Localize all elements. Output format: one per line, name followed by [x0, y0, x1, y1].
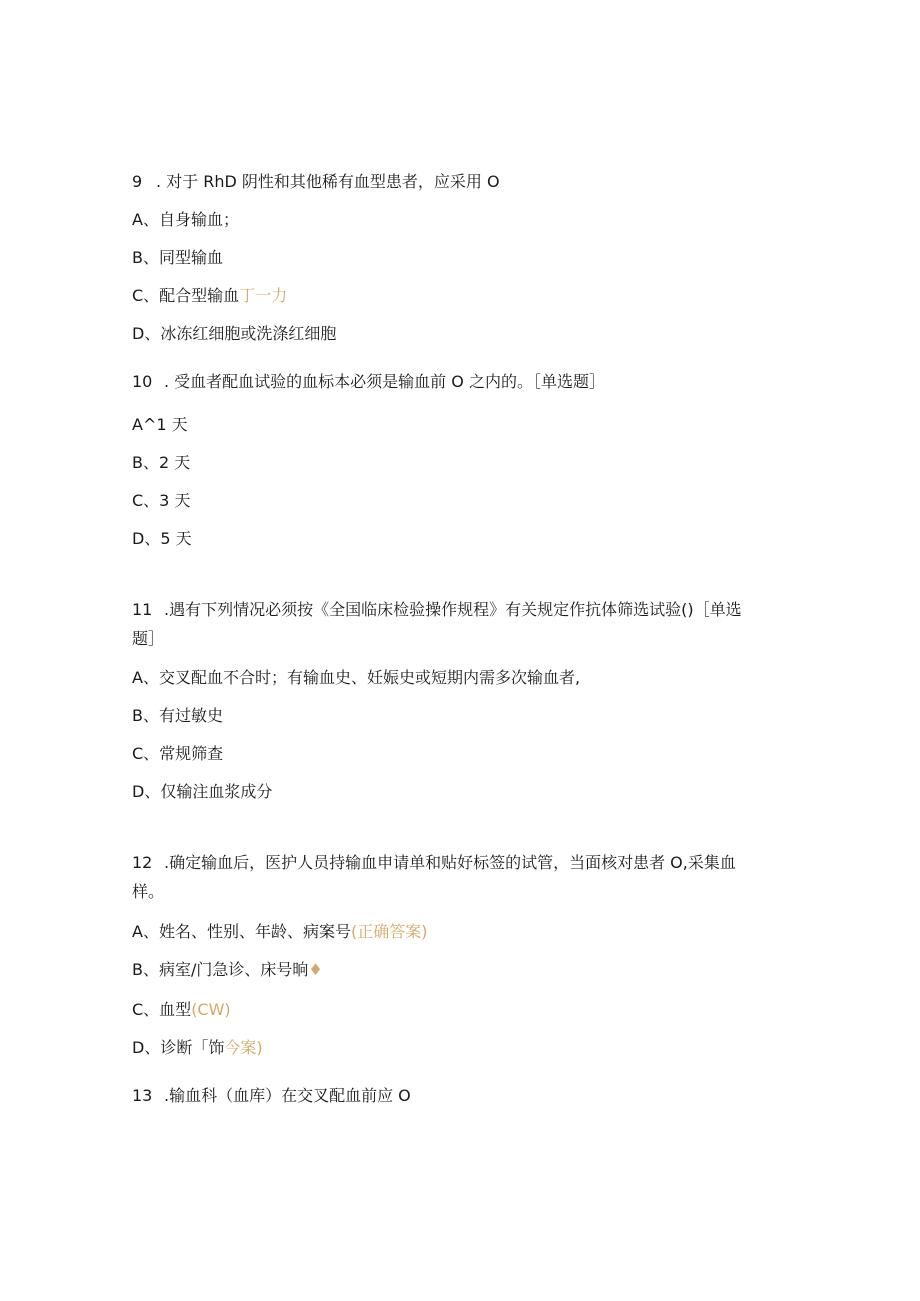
- option-text: B、同型输血: [132, 248, 223, 267]
- question-12-title: [132, 853, 736, 873]
- answer-mark: ♦: [308, 960, 323, 979]
- option-text: C、配合型输血: [132, 286, 240, 305]
- question-text: . 受血者配血试验的血标本必须是输血前 O 之内的。［单选题］: [164, 372, 605, 391]
- answer-mark: (正确答案): [350, 922, 428, 941]
- question-text: .遇有下列情况必须按《全国临床检验操作规程》有关规定作抗体筛选试验()［单选: [164, 600, 742, 619]
- option-text: B、2 天: [132, 453, 191, 472]
- question-12-option-a: [132, 922, 427, 942]
- question-11-title: [132, 600, 742, 620]
- question-11-option-c: [132, 744, 223, 764]
- question-number: 11: [132, 600, 153, 619]
- option-text: A、交叉配血不合时；有输血史、妊娠史或短期内需多次输血者,: [132, 668, 581, 687]
- question-text: . 对于 RhD 阴性和其他稀有血型患者，应采用 O: [156, 172, 500, 191]
- question-10-option-c: [132, 491, 190, 511]
- question-9-option-c: [132, 286, 287, 306]
- question-number: 12: [132, 853, 153, 872]
- answer-mark: 今案): [224, 1038, 263, 1057]
- option-text: C、常规筛查: [132, 744, 224, 763]
- question-11-title-cont: [132, 629, 164, 649]
- option-text: D、冰冻红细胞或洗涤红细胞: [132, 324, 337, 343]
- question-12-option-d: [132, 1038, 263, 1058]
- option-text: C、血型: [132, 1000, 192, 1019]
- option-text: B、有过敏史: [132, 706, 223, 725]
- option-text: C、3 天: [132, 491, 191, 510]
- question-11-option-a: [132, 668, 580, 688]
- question-text: 样。: [132, 882, 165, 901]
- question-11-option-b: [132, 706, 223, 726]
- question-text: .输血科（血库）在交叉配血前应 O: [164, 1086, 411, 1105]
- question-number: 10: [132, 372, 153, 391]
- question-9-title: [132, 172, 500, 192]
- question-9-option-b: [132, 248, 223, 268]
- question-10-option-b: [132, 453, 190, 473]
- answer-mark: 丁一力: [239, 286, 288, 305]
- option-text: A、自身输血；: [132, 210, 239, 229]
- answer-mark: (CW): [191, 1000, 231, 1019]
- question-text: .确定输血后，医护人员持输血申请单和贴好标签的试管，当面核对患者 O,采集血: [164, 853, 736, 872]
- option-text: D、5 天: [132, 529, 192, 548]
- question-13-title: [132, 1086, 411, 1106]
- question-text: 题］: [132, 629, 165, 648]
- question-10-option-a: [132, 415, 188, 435]
- question-10-title: [132, 372, 605, 392]
- question-12-option-b: [132, 960, 323, 980]
- option-text: D、诊断「饰: [132, 1038, 225, 1057]
- option-text: A^1 天: [132, 415, 188, 434]
- question-10-option-d: [132, 529, 192, 549]
- question-number: 13: [132, 1086, 153, 1105]
- question-9-option-d: [132, 324, 336, 344]
- question-11-option-d: [132, 782, 272, 802]
- option-text: D、仅输注血浆成分: [132, 782, 273, 801]
- option-text: B、病室/门急诊、床号晌: [132, 960, 309, 979]
- question-12-title-cont: [132, 882, 164, 902]
- option-text: A、姓名、性别、年龄、病案号: [132, 922, 351, 941]
- question-9-option-a: [132, 210, 239, 230]
- question-12-option-c: [132, 1000, 231, 1020]
- question-number: 9: [132, 172, 143, 191]
